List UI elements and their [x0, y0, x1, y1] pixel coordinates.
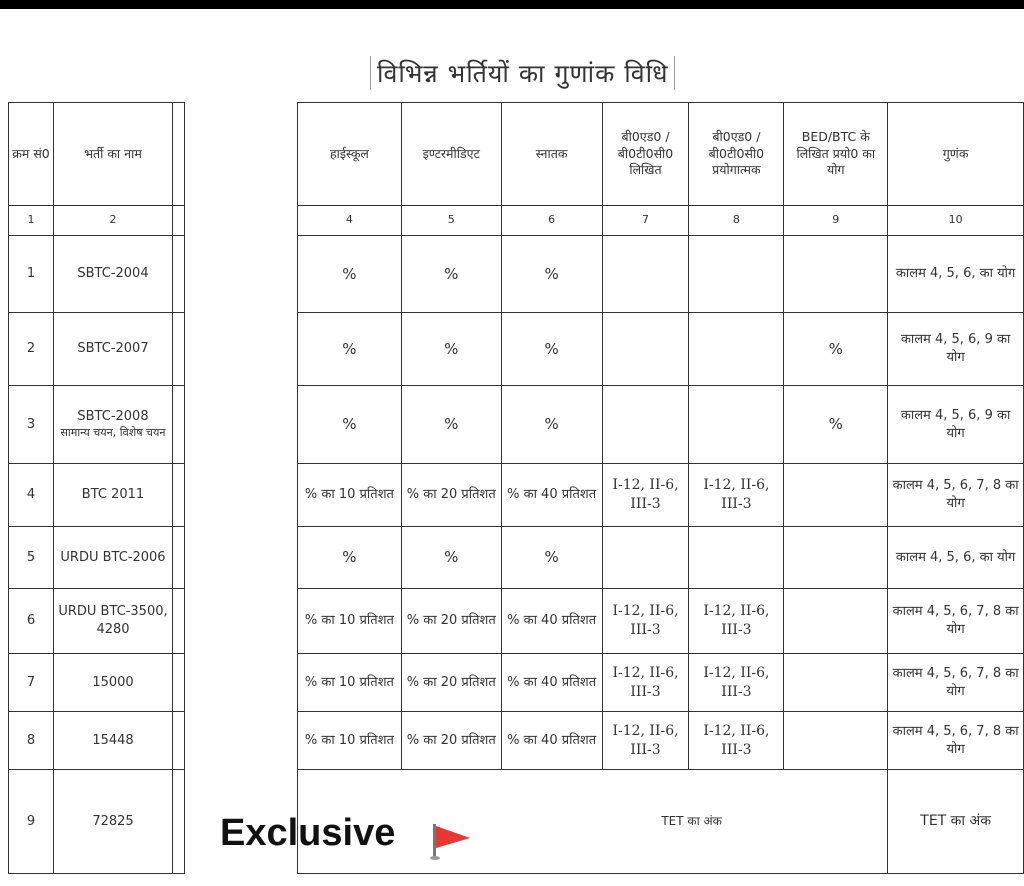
colnum-10: 10 [888, 206, 1024, 236]
flag-icon [430, 820, 474, 862]
right-table [297, 102, 1024, 874]
cell-c4: % [298, 527, 402, 589]
header-written: बी0एड0 / बी0टी0सी0 लिखित [602, 103, 689, 206]
left-table [8, 102, 185, 874]
cell-c9: % [784, 313, 888, 386]
table-row [9, 589, 185, 654]
table-row [298, 313, 1024, 386]
row-name: BTC 2011 [54, 464, 173, 527]
cell-c5: % का 20 प्रतिशत [401, 712, 501, 770]
cell-c10: कालम 4, 5, 6, 7, 8 का योग [888, 654, 1024, 712]
header-graduation: स्नातक [501, 103, 602, 206]
cell-c10: कालम 4, 5, 6, 7, 8 का योग [888, 464, 1024, 527]
cell-c4: % का 10 प्रतिशत [298, 589, 402, 654]
table-row [298, 712, 1024, 770]
table-row [9, 464, 185, 527]
exclusive-label: Exclusive [220, 812, 396, 854]
colnum-7: 7 [602, 206, 689, 236]
cell-c7: I-12, II-6, III-3 [602, 712, 689, 770]
cell-c8 [689, 236, 784, 313]
cell-c10: कालम 4, 5, 6, 7, 8 का योग [888, 712, 1024, 770]
row-name-sub: सामान्य चयन, विशेष चयन [60, 425, 166, 439]
table-row [9, 527, 185, 589]
table-row [298, 386, 1024, 464]
cell-c6: % का 40 प्रतिशत [501, 654, 602, 712]
colnum-6: 6 [501, 206, 602, 236]
table-row [298, 527, 1024, 589]
row-name: 15000 [54, 654, 173, 712]
cell-c6: % का 40 प्रतिशत [501, 464, 602, 527]
table-row [298, 589, 1024, 654]
cell-c8: I-12, II-6, III-3 [689, 654, 784, 712]
table-row [298, 654, 1024, 712]
header-gunank: गुणंक [888, 103, 1024, 206]
cell-c9 [784, 654, 888, 712]
row-sn: 7 [9, 654, 54, 712]
cell-c5: % का 20 प्रतिशत [401, 654, 501, 712]
row-sn: 3 [9, 386, 54, 464]
table-row [9, 236, 185, 313]
cell-c5: % का 20 प्रतिशत [401, 464, 501, 527]
cell-c5: % [401, 313, 501, 386]
row-sn: 2 [9, 313, 54, 386]
cell-c7 [602, 527, 689, 589]
row-name: 72825 [54, 770, 173, 874]
cell-c8: I-12, II-6, III-3 [689, 464, 784, 527]
top-black-bar [0, 0, 1024, 9]
cell-c5: % [401, 527, 501, 589]
colnum-8: 8 [689, 206, 784, 236]
row-name: URDU BTC-3500, 4280 [54, 589, 173, 654]
cell-c10: TET का अंक [888, 770, 1024, 874]
header-sum: BED/BTC के लिखित प्रयो0 का योग [784, 103, 888, 206]
colnum-9: 9 [784, 206, 888, 236]
cell-c4: % [298, 313, 402, 386]
colnum-4: 4 [298, 206, 402, 236]
table-row [9, 386, 185, 464]
row-name: URDU BTC-2006 [54, 527, 173, 589]
table-row [9, 770, 185, 874]
row-sn: 8 [9, 712, 54, 770]
cell-c9 [784, 589, 888, 654]
cell-c7 [602, 313, 689, 386]
header-cut [173, 103, 185, 206]
row-sn: 4 [9, 464, 54, 527]
cell-c4: % [298, 236, 402, 313]
cell-c10: कालम 4, 5, 6, 9 का योग [888, 313, 1024, 386]
cell-c6: % का 40 प्रतिशत [501, 589, 602, 654]
colnum-1: 1 [9, 206, 54, 236]
cell-c5: % [401, 386, 501, 464]
row-sn: 9 [9, 770, 54, 874]
cell-c10: कालम 4, 5, 6, का योग [888, 236, 1024, 313]
cell-c4: % का 10 प्रतिशत [298, 654, 402, 712]
cell-c8 [689, 386, 784, 464]
colnum-5: 5 [401, 206, 501, 236]
cell-c6: % [501, 313, 602, 386]
row-name: 15448 [54, 712, 173, 770]
cell-c5: % का 20 प्रतिशत [401, 589, 501, 654]
header-intermediate: इण्टरमीडिएट [401, 103, 501, 206]
table-row [298, 236, 1024, 313]
row-name: SBTC-2007 [54, 313, 173, 386]
cell-c8: I-12, II-6, III-3 [689, 589, 784, 654]
cell-c10: कालम 4, 5, 6, का योग [888, 527, 1024, 589]
cell-c7: I-12, II-6, III-3 [602, 589, 689, 654]
cell-c8 [689, 313, 784, 386]
row-sn: 1 [9, 236, 54, 313]
cell-c6: % [501, 527, 602, 589]
cell-c7 [602, 236, 689, 313]
cell-c8 [689, 527, 784, 589]
header-name: भर्ती का नाम [54, 103, 173, 206]
header-sn: क्रम सं0 [9, 103, 54, 206]
row-name-cell [54, 386, 173, 464]
header-highschool: हाईस्कूल [298, 103, 402, 206]
cell-c9 [784, 236, 888, 313]
table-row [298, 770, 1024, 874]
cell-c4: % का 10 प्रतिशत [298, 464, 402, 527]
row-name: SBTC-2004 [54, 236, 173, 313]
row-sn: 6 [9, 589, 54, 654]
cell-c6: % [501, 386, 602, 464]
cell-c7 [602, 386, 689, 464]
cell-tet: TET का अंक [298, 770, 888, 874]
cell-c10: कालम 4, 5, 6, 9 का योग [888, 386, 1024, 464]
cell-c7: I-12, II-6, III-3 [602, 464, 689, 527]
cell-c9 [784, 712, 888, 770]
cell-c9 [784, 527, 888, 589]
colnum-2: 2 [54, 206, 173, 236]
cell-c9 [784, 464, 888, 527]
cell-c9: % [784, 386, 888, 464]
table-row [9, 313, 185, 386]
page-title: विभिन्न भर्तियों का गुणांक विधि [370, 56, 675, 90]
cell-c6: % का 40 प्रतिशत [501, 712, 602, 770]
table-row [9, 712, 185, 770]
cell-c6: % [501, 236, 602, 313]
cell-c4: % [298, 386, 402, 464]
row-name: SBTC-2008 [77, 409, 149, 425]
table-row [9, 654, 185, 712]
cell-c5: % [401, 236, 501, 313]
cell-c8: I-12, II-6, III-3 [689, 712, 784, 770]
table-row [298, 464, 1024, 527]
row-sn: 5 [9, 527, 54, 589]
header-practical: बी0एड0 / बी0टी0सी0 प्रयोगात्मक [689, 103, 784, 206]
cell-c7: I-12, II-6, III-3 [602, 654, 689, 712]
cell-c4: % का 10 प्रतिशत [298, 712, 402, 770]
cell-c10: कालम 4, 5, 6, 7, 8 का योग [888, 589, 1024, 654]
